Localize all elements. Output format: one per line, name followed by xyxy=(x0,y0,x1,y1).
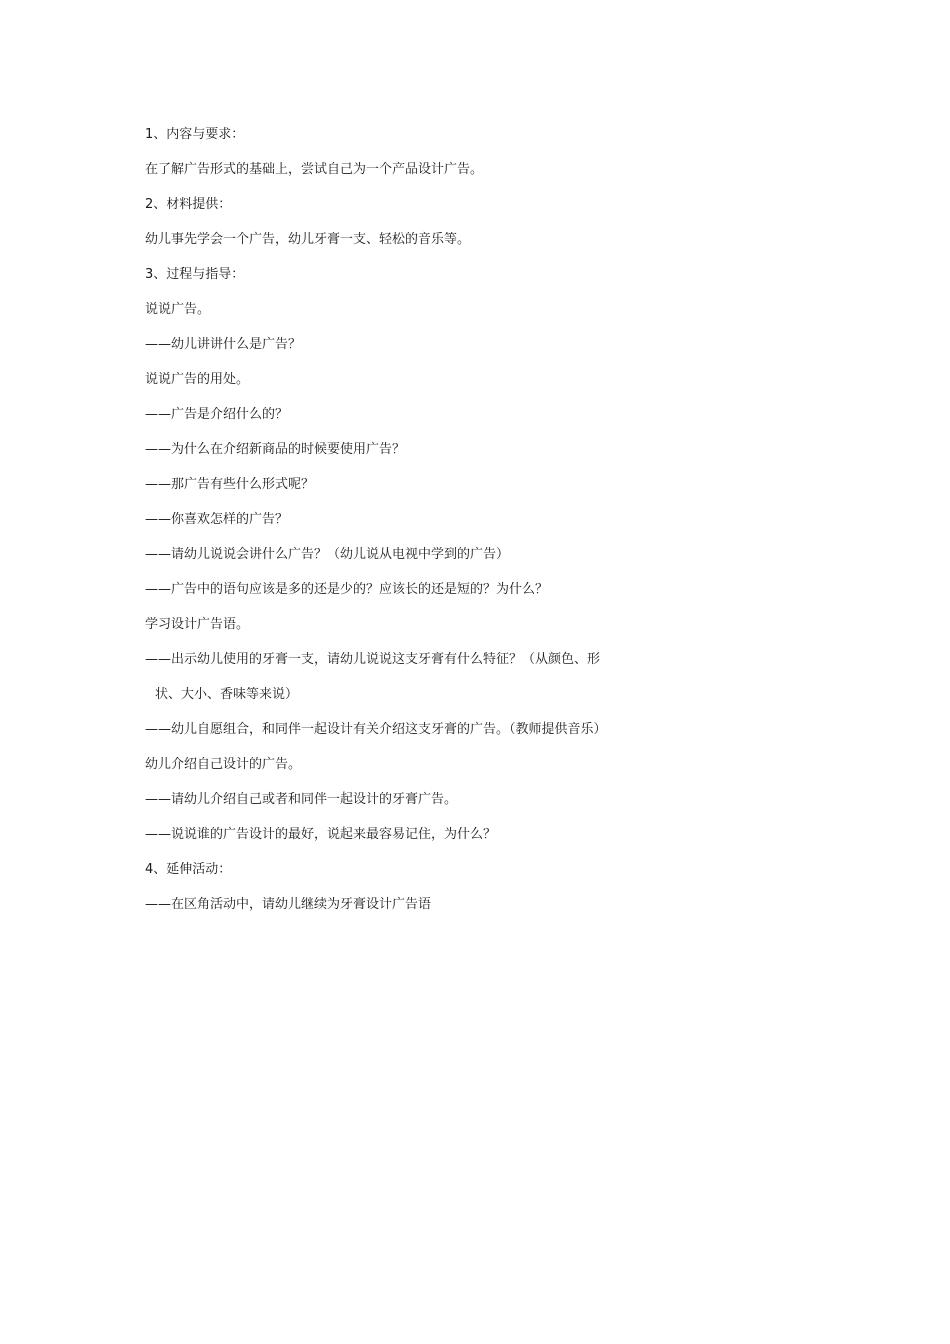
dash-item-line: ——那广告有些什么形式呢？ xyxy=(145,477,315,492)
dash-item-line: ——你喜欢怎样的广告？ xyxy=(145,512,289,527)
dash-item-line: ——在区角活动中，请幼儿继续为牙膏设计广告语 xyxy=(145,897,432,912)
subheading-line: 幼儿介绍自己设计的广告。 xyxy=(145,757,302,772)
dash-item-line: ——请幼儿说说会讲什么广告？（幼儿说从电视中学到的广告） xyxy=(145,547,510,562)
subheading-line: 学习设计广告语。 xyxy=(145,617,250,632)
document-page xyxy=(145,126,805,931)
continuation-line: 状、大小、香味等来说） xyxy=(155,687,299,702)
subheading-line: 说说广告的用处。 xyxy=(145,372,250,387)
dash-item-line: ——广告中的语句应该是多的还是少的？应该长的还是短的？为什么？ xyxy=(145,582,549,597)
dash-item-line: ——广告是介绍什么的？ xyxy=(145,407,289,422)
dash-item-line: ——幼儿讲讲什么是广告？ xyxy=(145,337,302,352)
section-heading-1: 1、内容与要求： xyxy=(145,127,245,142)
paragraph-line: 在了解广告形式的基础上，尝试自己为一个产品设计广告。 xyxy=(145,162,484,177)
dash-item-line: ——幼儿自愿组合，和同伴一起设计有关介绍这支牙膏的广告。（教师提供音乐） xyxy=(145,722,607,737)
section-heading-2: 2、材料提供： xyxy=(145,197,232,212)
paragraph-line: 幼儿事先学会一个广告，幼儿牙膏一支、轻松的音乐等。 xyxy=(145,232,471,247)
subheading-line: 说说广告。 xyxy=(145,302,211,317)
dash-item-line: ——出示幼儿使用的牙膏一支，请幼儿说说这支牙膏有什么特征？（从颜色、形 xyxy=(145,652,601,667)
dash-item-line: ——为什么在介绍新商品的时候要使用广告？ xyxy=(145,442,406,457)
dash-item-line: ——请幼儿介绍自己或者和同伴一起设计的牙膏广告。 xyxy=(145,792,458,807)
dash-item-line: ——说说谁的广告设计的最好，说起来最容易记住，为什么？ xyxy=(145,827,497,842)
section-heading-4: 4、延伸活动： xyxy=(145,862,232,877)
section-heading-3: 3、过程与指导： xyxy=(145,267,245,282)
